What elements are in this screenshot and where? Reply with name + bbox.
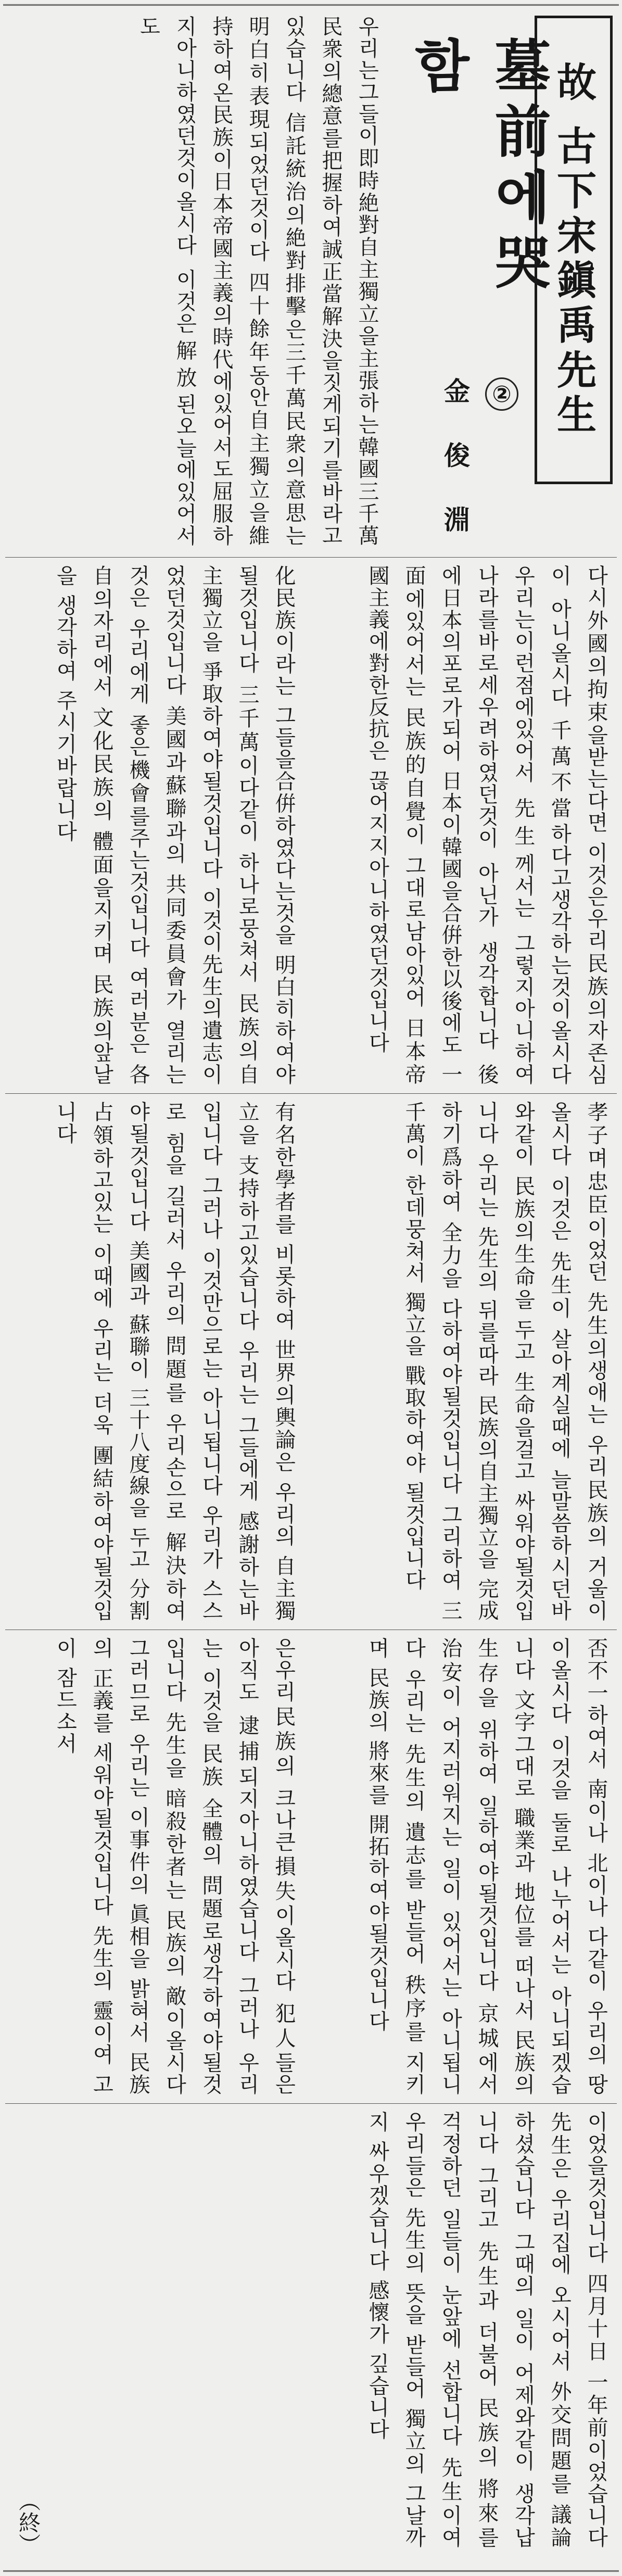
author-name: 金 俊 淵 <box>440 377 470 547</box>
tier-divider <box>5 557 617 558</box>
body-text-block-1: 우리는그들이即時絶對自主獨立을主張하는韓國三千萬民衆의總意를把握하여誠正當解決을짓게되기를바라고있습니다 信託統治의絶對排擊은三千萬民衆의意思는明白히表現되었던것이다 四十餘年동안自主獨立을維持하여온民族이日本帝國主義의時代에있어서도屈服하지아니하였던것이올시다 이것은解放된오늘에있어서도 <box>136 16 379 547</box>
body-text-block-8: 이었을것입니다 四月十日 一年前이었습니다 先生은 우리집에 오시어서 外交問題를 議論하셨습니다 그때의 일이 어제와같이 생각납니다 그리고 先生과 더불어 民族의 將來를 걱정하던 일들이 눈앞에 선합니다 先生이여 우리들은 先生의 뜻을 받들어 獨立의 그날까지 싸우겠습니다 感懷가 깊습니다 <box>365 2111 608 2548</box>
bottom-border-rule <box>3 2567 619 2572</box>
article-title: 故 古下宋鎭禹先生 <box>550 61 597 439</box>
part-number: ② <box>485 377 518 411</box>
body-text-block-4: 孝子며忠臣이었던 先生의생애는 우리民族의 거울이올시다 이것은 先生이 살아계실때에 늘말씀하시던바와같이 民族의生命을 두고 生命을걸고 싸워야될것입니다 우리는 先生의 뒤를따라 民族의自主獨立을 完成하기爲하여 全力을 다하여야될것입니다 그리하여 三千萬이 한데뭉쳐서 獨立을 戰取하여야 될것입니다 <box>402 1101 608 1622</box>
subtitle-column <box>404 16 550 547</box>
body-text-block-6: 否不一하여서 南이나 北이나 다같이 우리의 땅이올시다 이것을 둘로 나누어서는 아니되겠습니다 文字그대로 職業과 地位를 떠나서 民族의 生存을 위하여 일하여야될것입니다 京城에서 治安이 어지러워지는 일이 있어서는 아니됩니다 우리는 先生의 遺志를 받들어 秩序를 지키며 民族의 將來를 開拓하여야될것입니다 <box>365 1637 608 2095</box>
top-border-rule <box>3 4 619 9</box>
article-subtitle: 墓前에哭함 <box>404 36 550 299</box>
article-header <box>394 16 613 547</box>
body-text-block-7: 은우리民族의 크나큰損失이올시다 犯人들은 아직도 逮捕되지아니하였습니다 그러나 우리는 이것을 民族 全體의 問題로생각하여야될것입니다 先生을 暗殺한者는 民族의 敵이올시다 그러므로 우리는 이事件의 眞相을 밝혀서 民族의 正義를 세워야될것입니다 先生의 靈이여 고이 잠드소서 <box>53 1637 296 2095</box>
byline <box>436 377 518 547</box>
body-text-block-5: 有名한學者를 비롯하여 世界의輿論은 우리의 自主獨立을 支持하고있습니다 우리는 그들에게 感謝하는바입니다 그러나 이것만으로는 아니됩니다 우리가 스스로 힘을 길러서 우리의 問題를 우리손으로 解決하여야될것입니다 美國과 蘇聯이 三十八度線을 두고 分割占領하고있는 이때에 우리는 더욱 團結하여야될것입니다 <box>53 1101 296 1622</box>
end-mark: （終） <box>16 2490 41 2555</box>
body-text-block-2: 다시外國의拘束을받는다면 이것은우리民族의자존심이 아니올시다 千萬不當하다고생각하는것이올시다 우리는이런점에있어서 先生께서는 그렇지아니하여 나라를바로세우려하였던것이 아닌가 생각합니다 後에日本의포로가되어 日本이韓國을合倂한以後에도 一面에있어서는 民族的自覺이 그대로남아있어 日本帝國主義에對한反抗은 끊어지지아니하였던것입니다 <box>365 565 608 1085</box>
body-text-block-3: 化民族이라는 그들을合倂하였다는것을 明白히하여야될것입니다 三千萬이다같이 하나로뭉쳐서 民族의自主獨立을 爭取하여야될것입니다 이것이先生의遺志이었던것입니다 美國과蘇聯과의 共同委員會가 열리는것은 우리에게 좋은機會를주는것입니다 여러분은 各自의자리에서 文化民族의 體面을지키며 民族의앞날을 생각하여 주시기바랍니다 <box>53 565 296 1085</box>
tier-divider <box>5 2103 617 2104</box>
tier-divider <box>5 1093 617 1094</box>
title-box <box>535 16 613 484</box>
